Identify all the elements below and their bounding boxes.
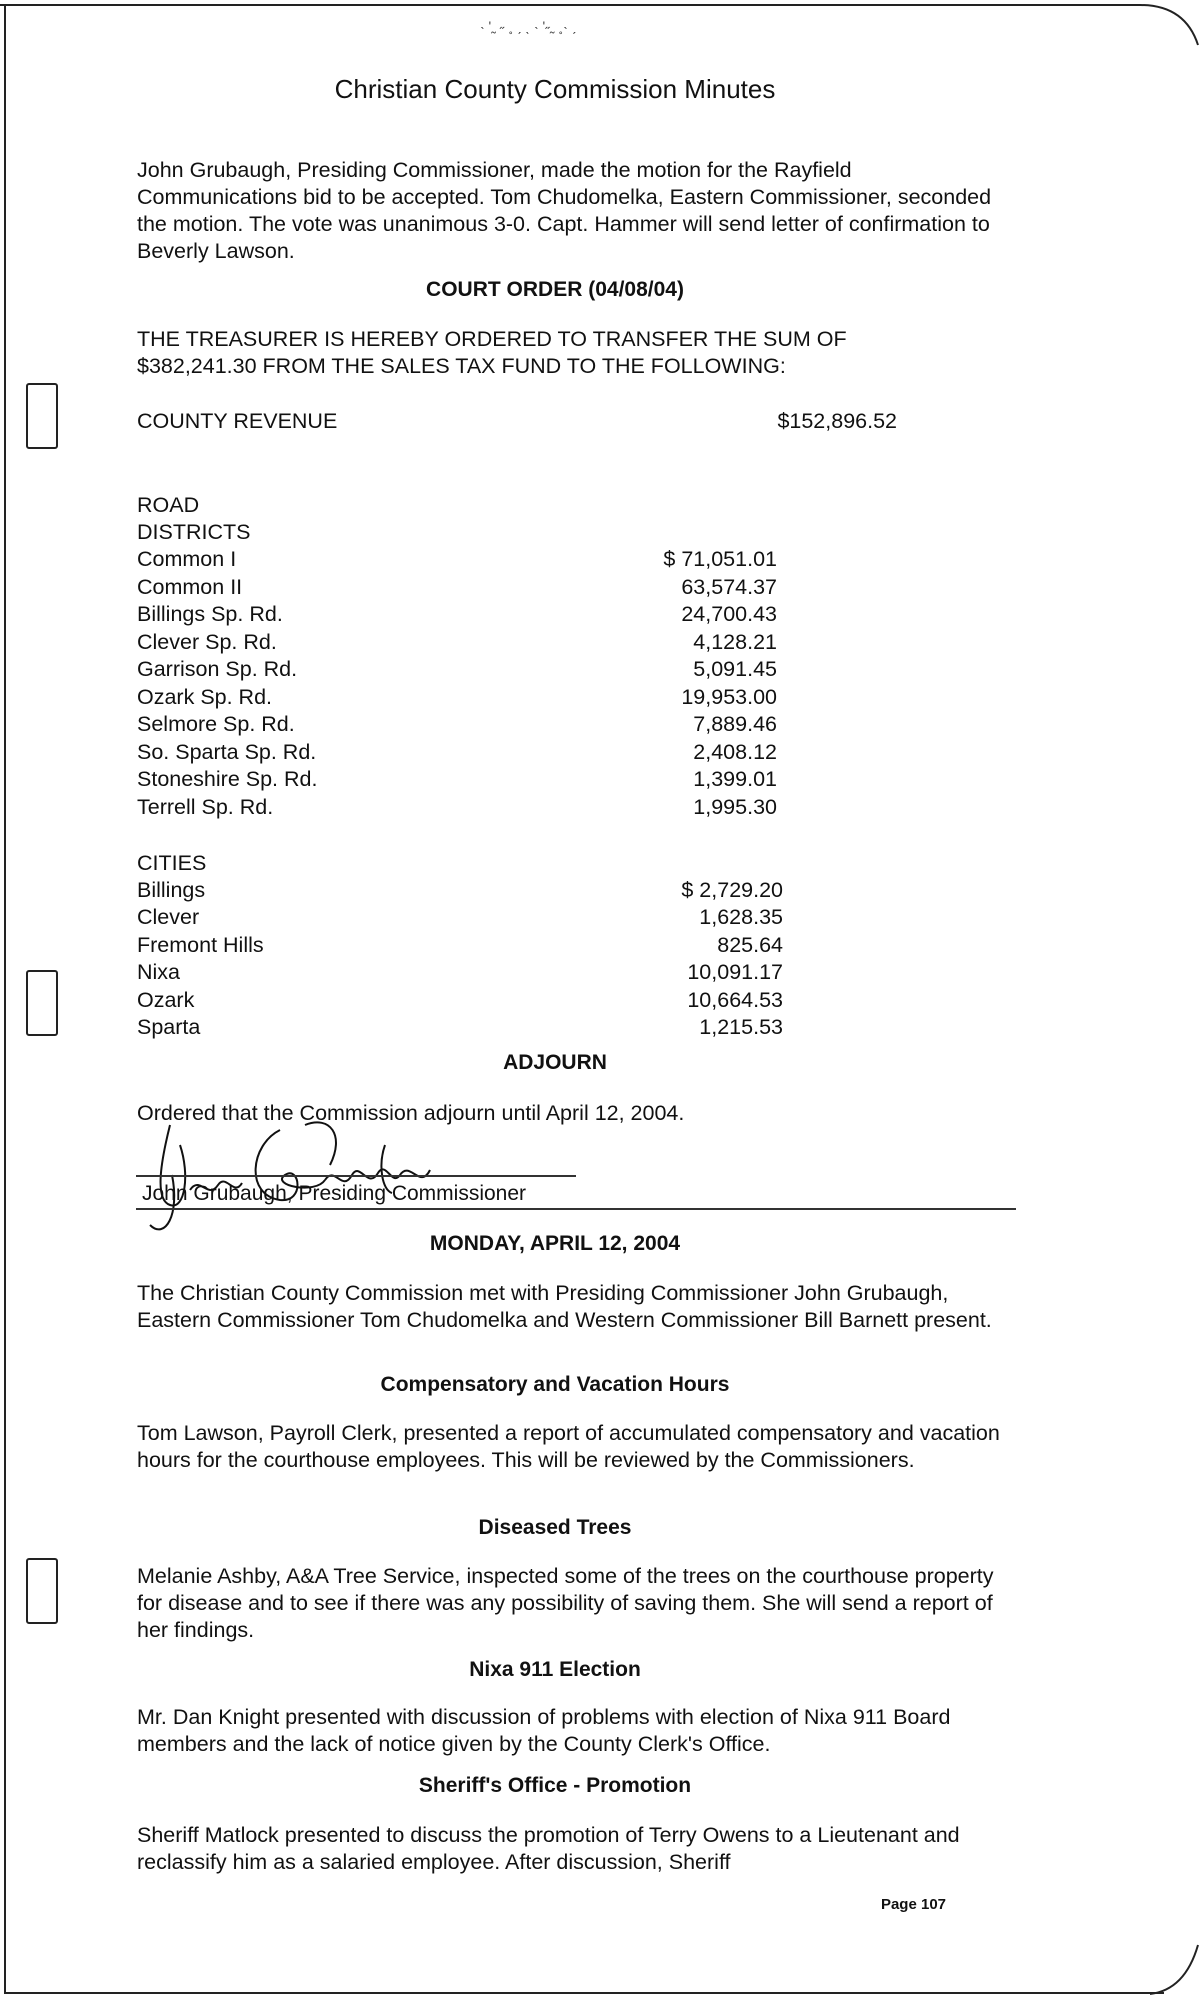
top-border-line [0,4,1140,6]
county-revenue-row [137,409,897,436]
section-heading-nixa-election: Nixa 911 Election [469,1658,641,1681]
list-item: Terrell Sp. Rd. 1,995.30 [137,795,777,819]
county-revenue-amount: $152,896.52 [777,409,897,433]
list-item: Nixa 10,091.17 [137,960,783,984]
binder-hole-top [26,383,58,449]
signature-caption: John Grubaugh, Presiding Commissioner [142,1182,527,1205]
court-order-text: THE TREASURER IS HEREBY ORDERED TO TRANSFER THE SUM OF $382,241.30 FROM THE SALES TAX FUND TO THE FOLLOWING: [137,327,847,378]
meeting-intro: The Christian County Commission met with Presiding Commissioner John Grubaugh, Eastern Commissioner Tom Chudomelka and Western Commissioner Bill Barnett present. [137,1281,992,1332]
adjourn-heading: ADJOURN [503,1051,607,1074]
section-heading-diseased-trees: Diseased Trees [478,1516,632,1539]
list-item: Selmore Sp. Rd. 7,889.46 [137,712,777,736]
page-curl-top-right [1140,0,1200,60]
binder-hole-bottom [26,1558,58,1624]
list-item: Fremont Hills 825.64 [137,933,783,957]
list-item: Common I $ 71,051.01 [137,547,777,571]
signature-line [136,1175,576,1177]
bottom-border-line [4,1992,1164,1994]
meeting-date-heading: MONDAY, APRIL 12, 2004 [429,1232,681,1255]
page-title: Christian County Commission Minutes [334,74,776,104]
section-text-nixa-election: Mr. Dan Knight presented with discussion of problems with election of Nixa 911 Board members and the lack of notice given by the County Clerk's Office. [137,1705,951,1756]
page-curl-bottom-right [1150,1940,1200,2000]
list-item: Clever Sp. Rd. 4,128.21 [137,630,777,654]
list-item: So. Sparta Sp. Rd. 2,408.12 [137,740,777,764]
page-number: Page 107 [880,1896,946,1913]
list-item: Ozark Sp. Rd. 19,953.00 [137,685,777,709]
list-item: Sparta 1,215.53 [137,1015,783,1039]
scan-noise-top: ˴ ʹ˷ ˶ ˳ ˏ ˎ ˴ ʹ˶˷ ˳˴ ˏ [480,18,577,34]
left-border-line [4,4,6,1994]
list-item: Billings $ 2,729.20 [137,878,783,902]
list-item: Ozark 10,664.53 [137,988,783,1012]
binder-hole-middle [26,970,58,1036]
adjourn-text: Ordered that the Commission adjourn until April 12, 2004. [137,1101,685,1125]
section-text-diseased-trees: Melanie Ashby, A&A Tree Service, inspected some of the trees on the courthouse property for disease and to see if there was any possibility of saving them. She will send a report of her findings. [137,1564,994,1642]
list-item: Billings Sp. Rd. 24,700.43 [137,602,777,626]
list-item: Garrison Sp. Rd. 5,091.45 [137,657,777,681]
section-heading-compensatory: Compensatory and Vacation Hours [380,1373,730,1396]
list-item: Clever 1,628.35 [137,905,783,929]
cities-heading: CITIES [137,851,207,875]
court-order-heading: COURT ORDER (04/08/04) [426,278,684,301]
road-heading-1: ROAD [137,493,200,517]
section-text-compensatory: Tom Lawson, Payroll Clerk, presented a report of accumulated compensatory and vacation hours for the courthouse employees. This will be reviewed by the Commissioners. [137,1421,1000,1472]
list-item: Common II 63,574.37 [137,575,777,599]
list-item: Stoneshire Sp. Rd. 1,399.01 [137,767,777,791]
section-heading-sheriff-promotion: Sheriff's Office - Promotion [418,1774,692,1797]
county-revenue-label: COUNTY REVENUE [137,409,338,433]
section-text-sheriff-promotion: Sheriff Matlock presented to discuss the promotion of Terry Owens to a Lieutenant and reclassify him as a salaried employee. After discussion, Sheriff [137,1823,960,1874]
intro-paragraph: John Grubaugh, Presiding Commissioner, made the motion for the Rayfield Communications bid to be accepted. Tom Chudomelka, Eastern Commissioner, seconded the motion. The vote was unanimous 3-0. Capt. Hammer will send letter of confirmation to Beverly Lawson. [137,158,992,263]
section-divider [136,1208,1016,1210]
road-heading-2: DISTRICTS [137,520,251,544]
